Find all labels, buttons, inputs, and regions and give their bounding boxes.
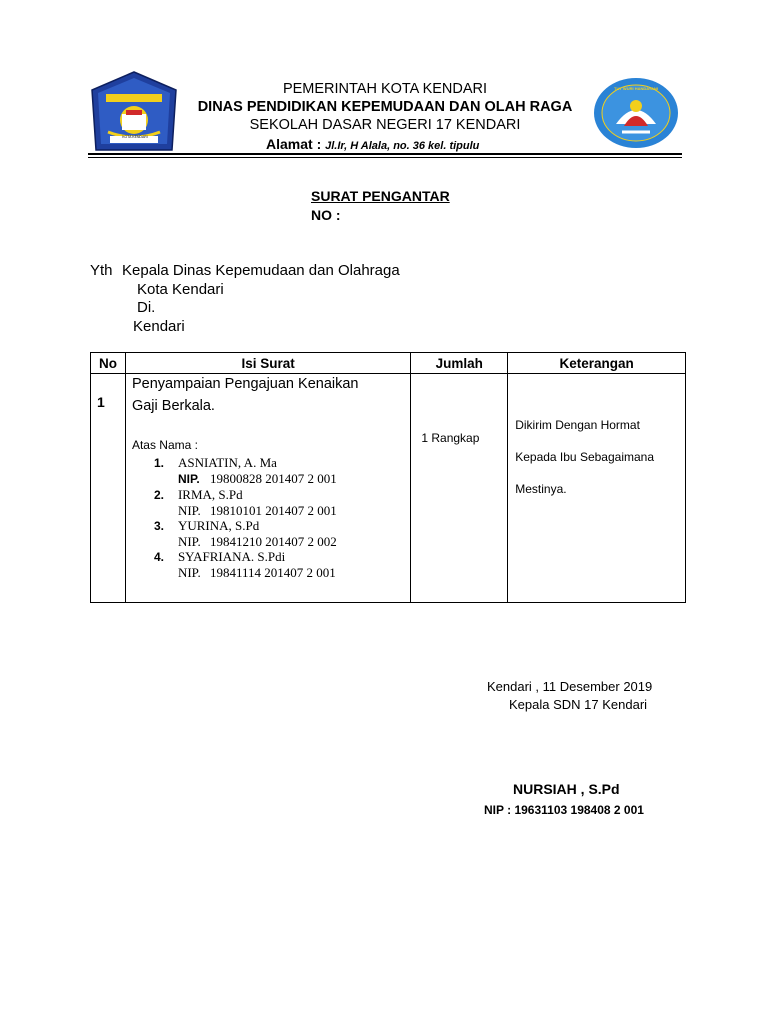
place-date: Kendari , 11 Desember 2019 (487, 679, 653, 694)
person-1-nip: 19800828 201407 2 001 (209, 471, 337, 486)
header-rule-thin (88, 157, 682, 158)
person-4-nip: 19841114 201407 2 001 (209, 565, 336, 580)
cell-quantity (411, 374, 508, 603)
addressee-line3: Di. (137, 299, 156, 316)
tut-wuri-handayani-logo (592, 76, 680, 150)
right-logo-caption: TUT WURI HANDAYANI (614, 86, 658, 91)
header-content: Isi Surat (125, 353, 410, 374)
header-note: Keterangan (508, 353, 686, 374)
letter-title: SURAT PENGANTAR (311, 188, 450, 204)
address-label: Alamat : (266, 136, 322, 152)
person-2-nip: 19810101 201407 2 001 (209, 503, 337, 518)
left-logo-caption: KOTA KENDARI (122, 135, 148, 139)
person-4-nip-label: NIP. (177, 565, 201, 580)
person-1-nip-label: NIP. (177, 472, 200, 486)
kota-kendari-logo (88, 70, 180, 156)
subject-line2: Gaji Berkala. (131, 398, 215, 414)
addressee-prefix: Yth (90, 262, 113, 279)
addressee-line2: Kota Kendari (137, 281, 224, 298)
letter-table (90, 352, 686, 603)
addressee-line1: Kepala Dinas Kepemudaan dan Olahraga (122, 262, 400, 279)
signer-name: NURSIAH , S.Pd (513, 781, 620, 797)
signer-position: Kepala SDN 17 Kendari (509, 697, 648, 712)
header-line-department: DINAS PENDIDIKAN KEPEMUDAAN DAN OLAH RAGA (197, 99, 573, 115)
header-line-school: SEKOLAH DASAR NEGERI 17 KENDARI (249, 117, 521, 133)
table-header-row (91, 353, 686, 374)
person-2-name: IRMA, S.Pd (177, 487, 243, 502)
quantity-value: 1 Rangkap (421, 431, 480, 445)
person-1-name: ASNIATIN, A. Ma (177, 455, 277, 470)
person-2-nip-label: NIP. (177, 503, 201, 518)
address-value: Jl.Ir, H Alala, no. 36 kel. tipulu (325, 140, 480, 152)
cell-note (508, 374, 686, 603)
person-4-name: SYAFRIANA. S.Pdi (177, 549, 286, 564)
note-line2: Kepada Ibu Sebagaimana (515, 450, 654, 464)
table-row (91, 374, 686, 603)
letter-number: NO : (311, 207, 341, 223)
person-4-index: 4. (153, 550, 164, 564)
header-address (266, 136, 479, 152)
person-3-nip: 19841210 201407 2 002 (209, 534, 337, 549)
signer-nip: NIP : 19631103 198408 2 001 (484, 803, 644, 817)
subject-line1: Penyampaian Pengajuan Kenaikan (131, 376, 359, 392)
row-number: 1 (97, 394, 105, 410)
note-line1: Dikirim Dengan Hormat (515, 418, 640, 432)
header-line-government: PEMERINTAH KOTA KENDARI (282, 81, 488, 97)
header-quantity: Jumlah (411, 353, 508, 374)
addressee-line4: Kendari (133, 318, 185, 335)
person-3-nip-label: NIP. (177, 534, 201, 549)
cell-content (125, 374, 410, 603)
cell-no (91, 374, 126, 603)
person-2-index: 2. (153, 488, 164, 502)
note-line3: Mestinya. (515, 482, 567, 496)
person-3-name: YURINA, S.Pd (177, 518, 260, 533)
on-behalf-label: Atas Nama : (131, 438, 198, 452)
person-1-index: 1. (153, 456, 164, 470)
header-rule-thick (88, 153, 682, 155)
person-3-index: 3. (153, 519, 164, 533)
header-no: No (91, 353, 126, 374)
